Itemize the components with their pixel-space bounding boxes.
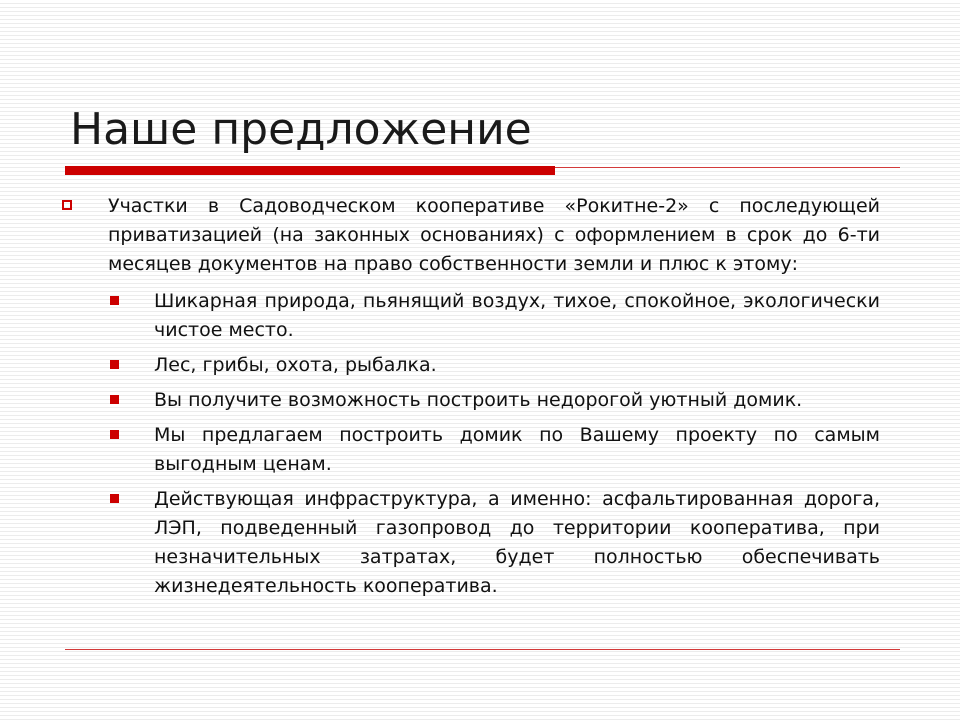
title-underline-thick xyxy=(65,166,555,175)
slide-title: Наше предложение xyxy=(70,104,532,155)
bullet-item-main xyxy=(60,192,880,279)
title-underline-thin xyxy=(555,167,900,168)
filled-square-bullet-icon xyxy=(110,430,119,439)
bullet-text: Лес, грибы, охота, рыбалка. xyxy=(154,354,437,376)
bullet-text: Вы получите возможность построить недорогой уютный домик. xyxy=(154,389,803,411)
bullet-item-infrastructure xyxy=(60,485,880,601)
bullet-item-nature xyxy=(60,287,880,345)
filled-square-bullet-icon xyxy=(110,296,119,305)
filled-square-bullet-icon xyxy=(110,395,119,404)
bullet-text: Шикарная природа, пьянящий воздух, тихое, спокойное, экологически чистое место. xyxy=(154,290,880,341)
filled-square-bullet-icon xyxy=(110,494,119,503)
filled-square-bullet-icon xyxy=(110,360,119,369)
bullet-text-main: Участки в Садоводческом кооперативе «Рокитне-2» с последующей приватизацией (на законных основаниях) с оформлением в срок до 6-ти месяцев документов на право собственности земли и плюс к этому: xyxy=(108,195,880,275)
hollow-square-bullet-icon xyxy=(62,200,72,210)
slide-body xyxy=(60,192,880,607)
bullet-item-house-opportunity xyxy=(60,386,880,415)
bullet-text: Действующая инфраструктура, а именно: асфальтированная дорога, ЛЭП, подведенный газопровод до территории кооператива, при незначительных затратах, будет полностью обеспечивать жизнедеятельность кооператива. xyxy=(154,488,880,597)
bullet-item-activities xyxy=(60,351,880,380)
bottom-divider xyxy=(65,649,900,650)
bullet-item-house-project xyxy=(60,421,880,479)
bullet-text: Мы предлагаем построить домик по Вашему проекту по самым выгодным ценам. xyxy=(154,424,880,475)
